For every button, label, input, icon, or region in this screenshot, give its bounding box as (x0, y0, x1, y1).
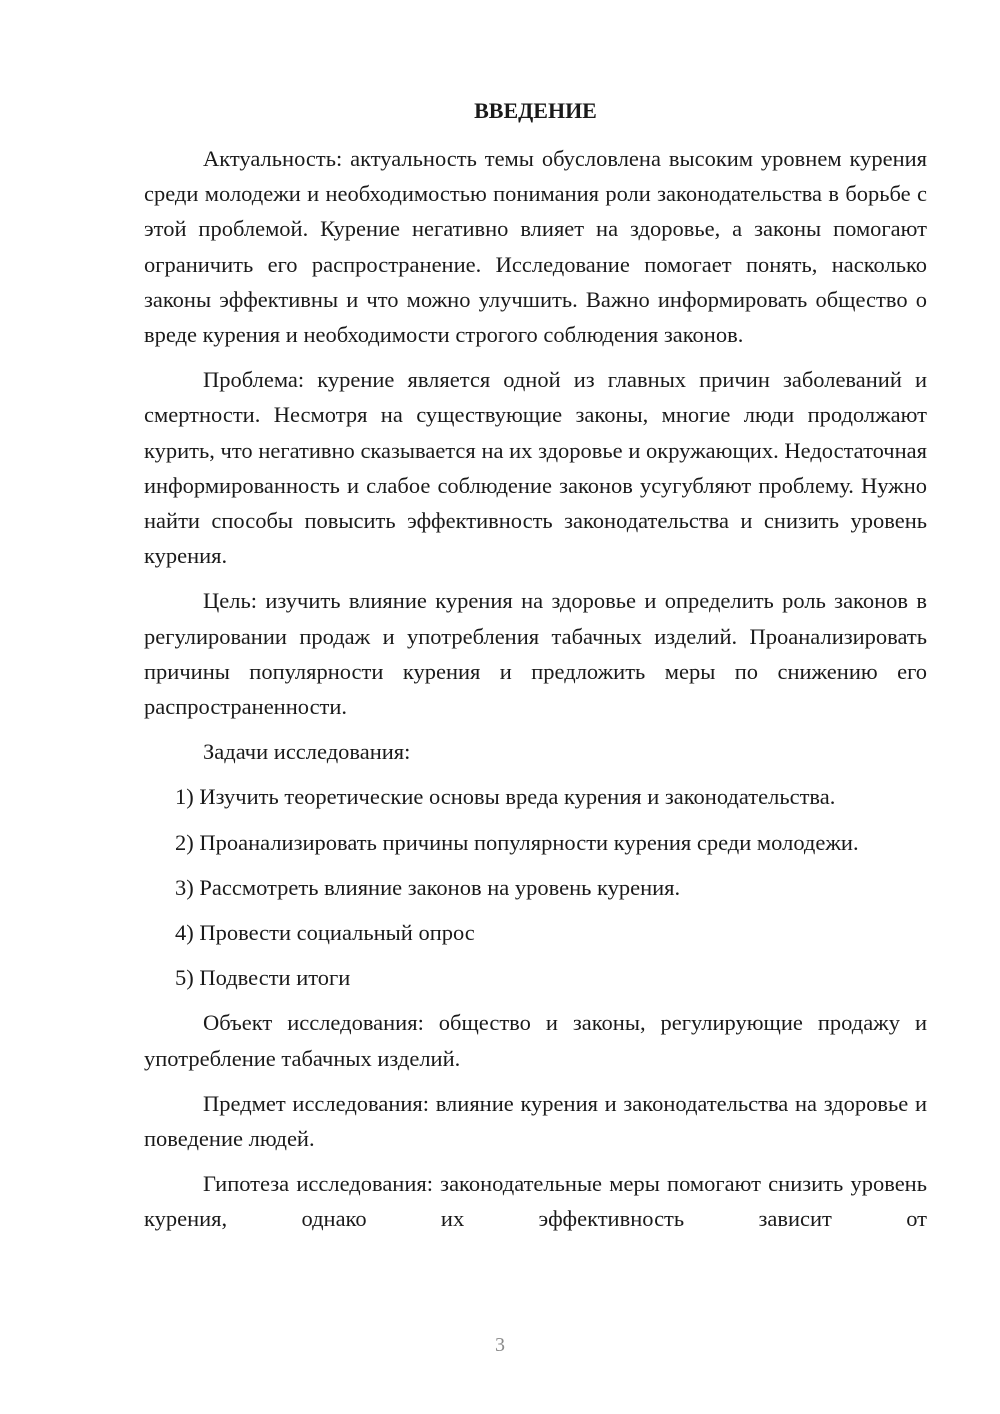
task-item-1: 1) Изучить теоретические основы вреда курения и законодательства. (175, 784, 836, 810)
task-item-4: 4) Провести социальный опрос (175, 920, 475, 946)
page-number: 3 (495, 1334, 505, 1356)
paragraph-tasks-label: Задачи исследования: (203, 739, 411, 765)
task-item-3: 3) Рассмотреть влияние законов на уровень курения. (175, 874, 681, 900)
task-item-2: 2) Проанализировать причины популярности курения среди молодежи. (175, 829, 859, 855)
page-content (144, 96, 927, 1237)
paragraph-object: Объект исследования: общество и законы, регулирующие продажу и употребление табачных изделий. (144, 1010, 927, 1071)
task-item-5: 5) Подвести итоги (175, 965, 351, 991)
paragraph-goal: Цель: изучить влияние курения на здоровье и определить роль законов в регулировании продаж и употребления табачных изделий. Проанализировать причины популярности курения и предложить меры по снижению его распространенности. (144, 588, 927, 720)
paragraph-relevance: Актуальность: актуальность темы обусловлена высоким уровнем курения среди молодежи и необходимостью понимания роли законодательства в борьбе с этой проблемой. Курение негативно влияет на здоровье, а законы помогают ограничить его распространение. Исследование помогает понять, насколько законы эффективны и что можно улучшить. Важно информировать общество о вреде курения и необходимости строгого соблюдения законов. (144, 146, 927, 348)
section-heading: ВВЕДЕНИЕ (474, 98, 597, 123)
paragraph-subject: Предмет исследования: влияние курения и законодательства на здоровье и поведение людей. (144, 1090, 927, 1152)
paragraph-hypothesis: Гипотеза исследования: законодательные меры помогают снизить уровень курения, однако их эффективность зависит от (144, 1171, 927, 1232)
paragraph-problem: Проблема: курение является одной из главных причин заболеваний и смертности. Несмотря на существующие законы, многие люди продолжают курить, что негативно сказывается на их здоровье и окружающих. Недостаточная информированность и слабое соблюдение законов усугубляют проблему. Нужно найти способы повысить эффективность законодательства и снизить уровень курения. (144, 367, 927, 569)
